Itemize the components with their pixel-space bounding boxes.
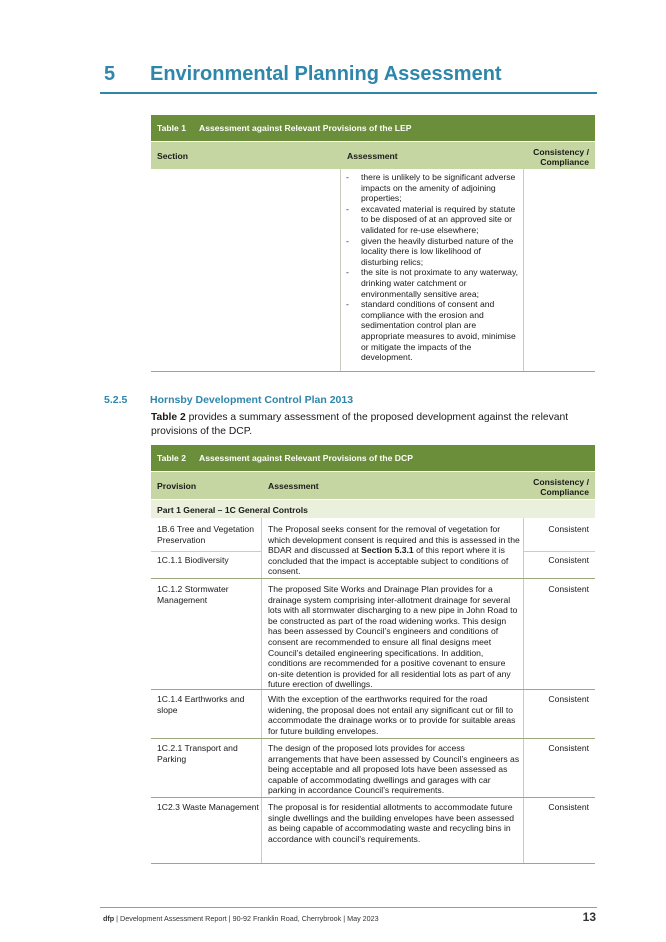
list-item: - given the heavily disturbed nature of the locality there is low likelihood of disturbing relics; [344, 236, 520, 268]
assessment-cell: The proposal is for residential allotments to accommodate future single dwellings and the building envelopes have been assessed as being capable of accommodating waste and recycling bins in accordance with council’s requirements. [268, 802, 515, 844]
row-divider [151, 738, 595, 739]
section-title: Environmental Planning Assessment [150, 63, 502, 85]
footer-divider [100, 907, 597, 908]
row-divider [151, 863, 595, 864]
header-provision: Provision [157, 481, 197, 491]
provision-cell: 1C.1.1 Biodiversity [157, 555, 229, 565]
section-heading [100, 62, 597, 94]
dcp-assessment-table [151, 445, 595, 864]
table-title-bar [151, 115, 595, 141]
consistency-cell: Consistent [548, 524, 589, 534]
table-title: Assessment against Relevant Provisions of the LEP [199, 123, 412, 133]
page-footer [103, 914, 379, 923]
assessment-cell: The Proposal seeks consent for the removal of vegetation for which development consent is required and this is assessed in the BDAR and discussed at Section 5.3.1 of this report where it is concluded that the impact is acceptable subject to conditions of consent. [268, 524, 520, 577]
column-divider [340, 169, 341, 371]
column-divider [523, 518, 524, 864]
consistency-cell: Consistent [548, 584, 589, 594]
row-divider [523, 551, 595, 552]
header-section: Section [157, 151, 189, 161]
subsection-title: Hornsby Development Control Plan 2013 [150, 394, 354, 406]
row-divider [151, 551, 261, 552]
assessment-cell: The design of the proposed lots provides for access arrangements that have been assessed by Council’s engineers as being acceptable and all proposed lots have been assessed as capable of accommodating dwellings and garages with car parking in accordance Council’s requirements. [268, 743, 520, 796]
column-divider [261, 518, 262, 864]
header-assessment: Assessment [347, 151, 398, 161]
provision-cell: 1C.1.2 Stormwater Management [157, 584, 229, 605]
header-consistency: Consistency / Compliance [533, 147, 589, 167]
page-number: 13 [582, 910, 596, 924]
provision-cell: 1C2.3 Waste Management [157, 802, 259, 812]
consistency-cell: Consistent [548, 802, 589, 812]
footer-brand: dfp [103, 914, 115, 923]
column-divider [523, 169, 524, 371]
list-item: - the site is not proximate to any waterway, drinking water catchment or environmentally sensitive area; [344, 267, 520, 299]
assessment-cell: With the exception of the earthworks required for the road widening, the proposal does not entail any significant cut or fill to accommodate the drainage works or to provide for suitable areas for future building envelopes. [268, 694, 516, 736]
provision-cell: 1C.2.1 Transport and Parking [157, 743, 238, 764]
table-title: Assessment against Relevant Provisions of the DCP [199, 453, 413, 463]
provision-cell: 1C.1.4 Earthworks and slope [157, 694, 245, 715]
provision-cell: 1B.6 Tree and Vegetation Preservation [157, 524, 254, 545]
header-consistency: Consistency / Compliance [533, 477, 589, 497]
consistency-cell: Consistent [548, 743, 589, 753]
intro-paragraph: Table 2 provides a summary assessment of the proposed development against the relevant provisions of the DCP. [151, 412, 569, 437]
consistency-cell: Consistent [548, 555, 589, 565]
section-number: 5 [104, 63, 116, 85]
row-divider [151, 689, 595, 690]
list-item: - excavated material is required by statute to be disposed of at an approved site or validated for re-use elsewhere; [344, 204, 520, 236]
subsection-number: 5.2.5 [104, 394, 128, 406]
table-title-bar [151, 445, 595, 471]
table-header-row [151, 471, 595, 499]
footer-text: | Development Assessment Report | 90-92 Franklin Road, Cherrybrook | May 2023 [114, 914, 379, 923]
table-body [151, 169, 595, 372]
list-item: - there is unlikely to be significant adverse impacts on the amenity of adjoining properties; [344, 172, 520, 204]
header-assessment: Assessment [268, 481, 319, 491]
list-item: - standard conditions of consent and compliance with the erosion and sedimentation control plan are appropriate measures to avoid, minimise or mitigate the impacts of the development. [344, 299, 520, 363]
row-divider [151, 578, 595, 579]
table-number: Table 2 [157, 453, 186, 463]
lep-assessment-table [151, 115, 595, 372]
part-heading-row: Part 1 General – 1C General Controls [151, 499, 595, 518]
consistency-cell: Consistent [548, 694, 589, 704]
assessment-cell: The proposed Site Works and Drainage Plan provides for a drainage system comprising inter-allotment drainage for several lots with all stormwater discharging to a new pipe in John Road to be constructed as part of the road widening works. This design has been assessed by Council’s engineers and conditions of consent are recommended to ensure all final designs meet Council’s detailed engineering specifications. In addition, conditions are recommended for a positive covenant to ensure on-site detention is provided for all residential lots as part of any future erection of dwellings. [268, 584, 518, 690]
table-number: Table 1 [157, 123, 186, 133]
table-body [151, 518, 595, 864]
table-header-row [151, 141, 595, 169]
row-divider [151, 797, 595, 798]
assessment-list [344, 172, 520, 363]
